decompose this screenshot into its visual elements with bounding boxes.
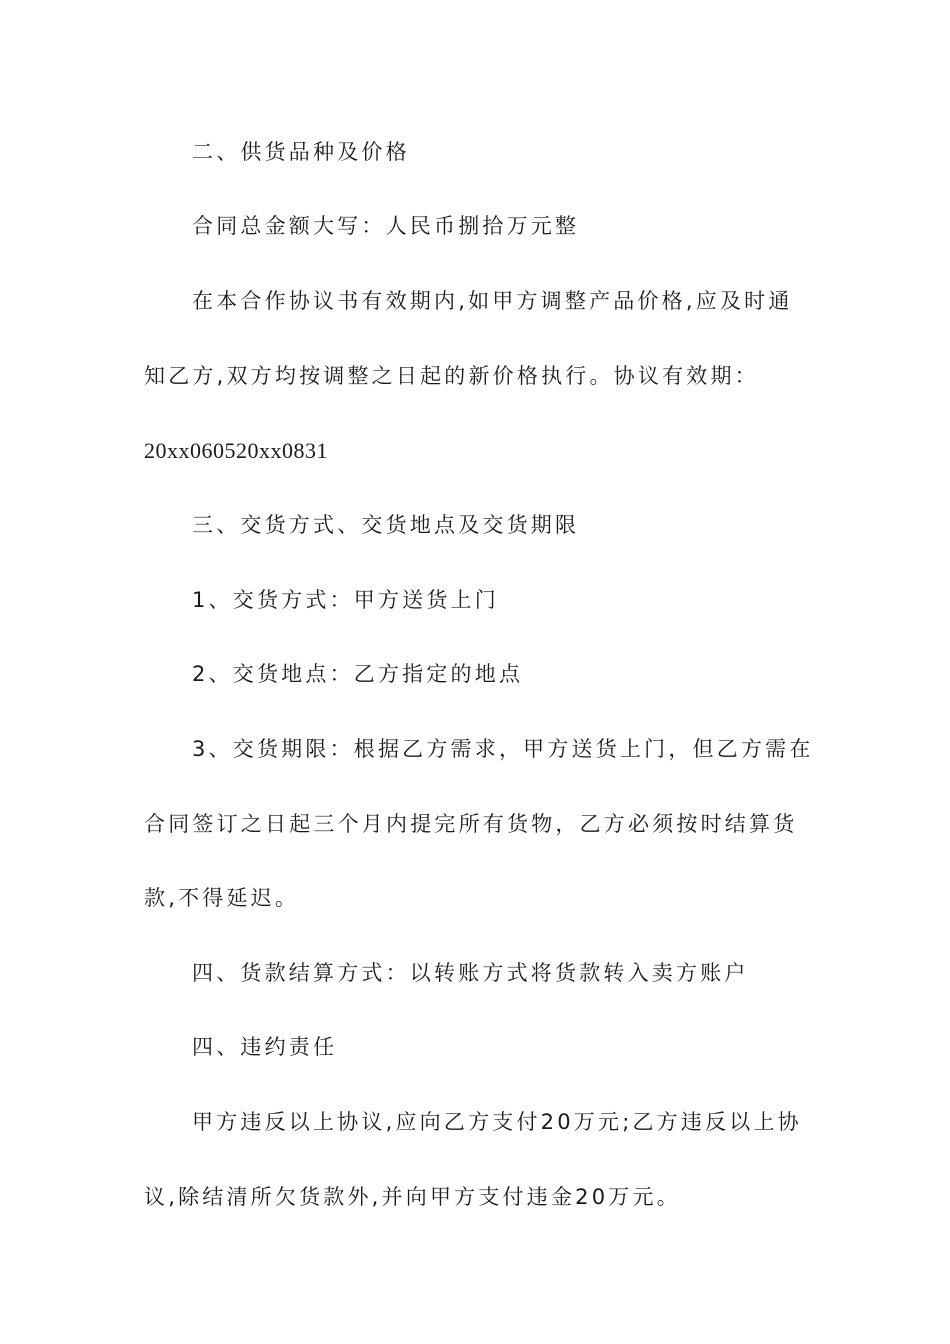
list-item-delivery-deadline-line3: 款,不得延迟。 <box>144 886 300 910</box>
list-item-delivery-location: 2、交货地点：乙方指定的地点 <box>192 662 524 686</box>
section-heading-supply: 二、供货品种及价格 <box>192 140 410 164</box>
section-heading-settlement: 四、货款结算方式：以转账方式将货款转入卖方账户 <box>192 961 749 985</box>
paragraph-liability-line2: 议,除结清所欠货款外,并向甲方支付违金20万元。 <box>144 1185 681 1209</box>
paragraph-liability-line1: 甲方违反以上协议,应向乙方支付20万元;乙方违反以上协 <box>192 1110 802 1134</box>
paragraph-price-adjust-line1: 在本合作协议书有效期内,如甲方调整产品价格,应及时通 <box>192 289 793 313</box>
list-item-delivery-method: 1、交货方式：甲方送货上门 <box>192 588 499 612</box>
list-item-delivery-deadline-line2: 合同签订之日起三个月内提完所有货物，乙方必须按时结算货 <box>144 812 798 836</box>
paragraph-total-amount: 合同总金额大写：人民币捌拾万元整 <box>192 214 580 238</box>
section-heading-liability: 四、违约责任 <box>192 1035 338 1059</box>
section-heading-delivery: 三、交货方式、交货地点及交货期限 <box>192 513 580 537</box>
paragraph-price-adjust-line2: 知乙方,双方均按调整之日起的新价格执行。协议有效期： <box>144 364 759 388</box>
paragraph-validity-period: 20xx060520xx0831 <box>144 438 328 463</box>
list-item-delivery-deadline-line1: 3、交货期限：根据乙方需求，甲方送货上门，但乙方需在 <box>192 737 814 761</box>
